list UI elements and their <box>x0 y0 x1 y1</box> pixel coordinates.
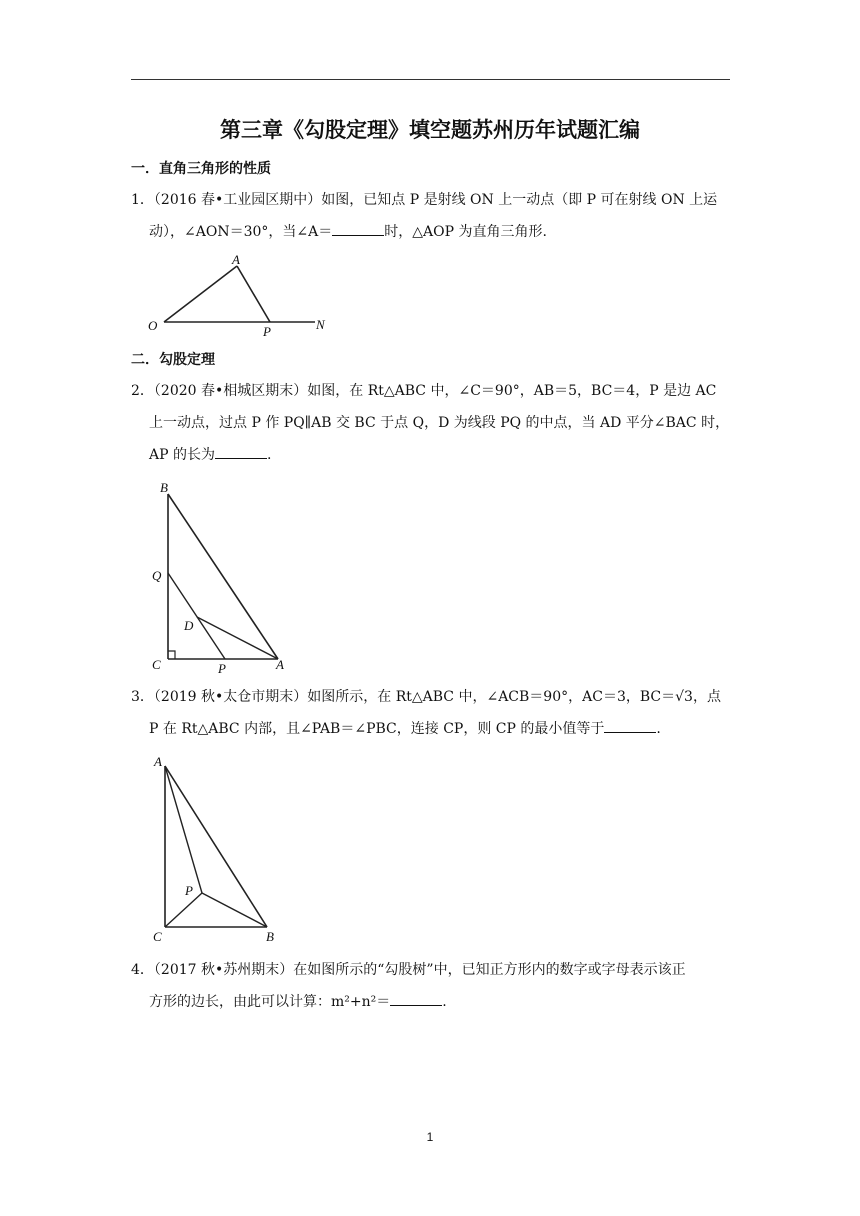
figure-2-label-a: A <box>276 657 284 672</box>
segment-oa <box>164 266 237 322</box>
figure-2-label-p: P <box>218 661 226 676</box>
segment-pb <box>202 893 267 927</box>
figure-1-triangle-aop <box>140 252 340 342</box>
question-2-line-3 <box>131 439 731 471</box>
question-3-source: （2019 秋•太仓市期末） <box>153 689 308 705</box>
question-1-text-2b: 时，△AOP 为直角三角形. <box>384 224 547 240</box>
question-3-line-2 <box>131 713 731 745</box>
figure-3-label-p: P <box>185 883 193 898</box>
question-1-line-2 <box>131 216 731 248</box>
question-1-source: （2016 春•工业园区期中） <box>153 192 322 208</box>
question-3-number: 3． <box>131 689 154 705</box>
question-3-text-2a: P 在 Rt△ABC 内部，且∠PAB＝∠PBC，连接 CP，则 CP 的最小值等于 <box>149 721 605 737</box>
segment-ab <box>165 766 267 927</box>
right-angle-mark <box>168 651 175 659</box>
question-1-number: 1． <box>131 192 154 208</box>
question-1-text: 如图，已知点 P 是射线 ON 上一动点（即 P 可在射线 ON 上运 <box>321 192 718 208</box>
header-rule <box>131 79 730 80</box>
page-number: 1 <box>426 1130 434 1144</box>
answer-blank-3 <box>604 718 656 733</box>
segment-cp <box>165 893 202 927</box>
question-2-text-3b: . <box>266 447 272 463</box>
figure-2-triangle-abc <box>145 476 305 676</box>
figure-2-label-q: Q <box>152 568 162 583</box>
segment-ad <box>197 617 278 659</box>
question-1-line-1 <box>131 184 731 216</box>
question-4-source: （2017 秋•苏州期末） <box>153 962 294 978</box>
figure-3-triangle-abc <box>145 752 295 952</box>
question-4-line-2 <box>131 986 731 1018</box>
segment-ap <box>237 266 270 322</box>
question-2 <box>131 375 731 471</box>
question-4-text-2b: . <box>442 994 447 1010</box>
segment-ap <box>165 766 202 893</box>
question-2-line-2: 上一动点，过点 P 作 PQ∥AB 交 BC 于点 Q，D 为线段 PQ 的中点，当 AD 平分∠BAC 时， <box>149 415 730 431</box>
page-title: 第三章《勾股定理》填空题苏州历年试题汇编 <box>220 118 640 142</box>
question-2-text-3a: AP 的长为 <box>149 447 215 463</box>
figure-1-label-o: O <box>148 318 158 333</box>
figure-3-label-c: C <box>153 929 162 944</box>
figure-3-label-b: B <box>266 929 274 944</box>
answer-blank-2 <box>215 444 267 459</box>
question-4-line-1 <box>131 954 731 986</box>
question-1-text-2a: 动），∠AON＝30°，当∠A＝ <box>149 224 333 240</box>
section-heading-2: 二．勾股定理 <box>131 352 215 368</box>
question-1 <box>131 184 731 248</box>
question-2-number: 2． <box>131 383 154 399</box>
figure-2-label-c: C <box>152 657 161 672</box>
figure-1-label-p: P <box>263 324 271 339</box>
figure-1-label-a: A <box>232 252 240 267</box>
figure-3-label-a: A <box>154 754 162 769</box>
question-4-text: 在如图所示的“勾股树”中，已知正方形内的数字或字母表示该正 <box>293 962 686 978</box>
question-2-text: 如图，在 Rt△ABC 中，∠C＝90°，AB＝5，BC＝4，P 是边 AC <box>307 383 717 399</box>
answer-blank-4 <box>390 991 442 1006</box>
answer-blank-1 <box>332 221 384 236</box>
segment-ab <box>168 494 278 659</box>
question-4-text-2a: 方形的边长，由此可以计算：m²+n²＝ <box>149 994 391 1010</box>
section-heading-1: 一．直角三角形的性质 <box>131 161 271 177</box>
question-3-text-2b: . <box>656 721 661 737</box>
question-4-number: 4． <box>131 962 154 978</box>
question-2-source: （2020 春•相城区期末） <box>153 383 308 399</box>
figure-2-label-d: D <box>184 618 194 633</box>
figure-2-label-b: B <box>160 480 168 495</box>
question-4 <box>131 954 731 1018</box>
question-2-line-1 <box>131 375 731 407</box>
question-3-text: 如图所示，在 Rt△ABC 中，∠ACB＝90°，AC＝3，BC＝√3，点 <box>307 689 721 705</box>
figure-1-label-n: N <box>316 317 325 332</box>
question-3-line-1 <box>131 681 731 713</box>
segment-pq <box>168 573 225 659</box>
question-3 <box>131 681 731 745</box>
